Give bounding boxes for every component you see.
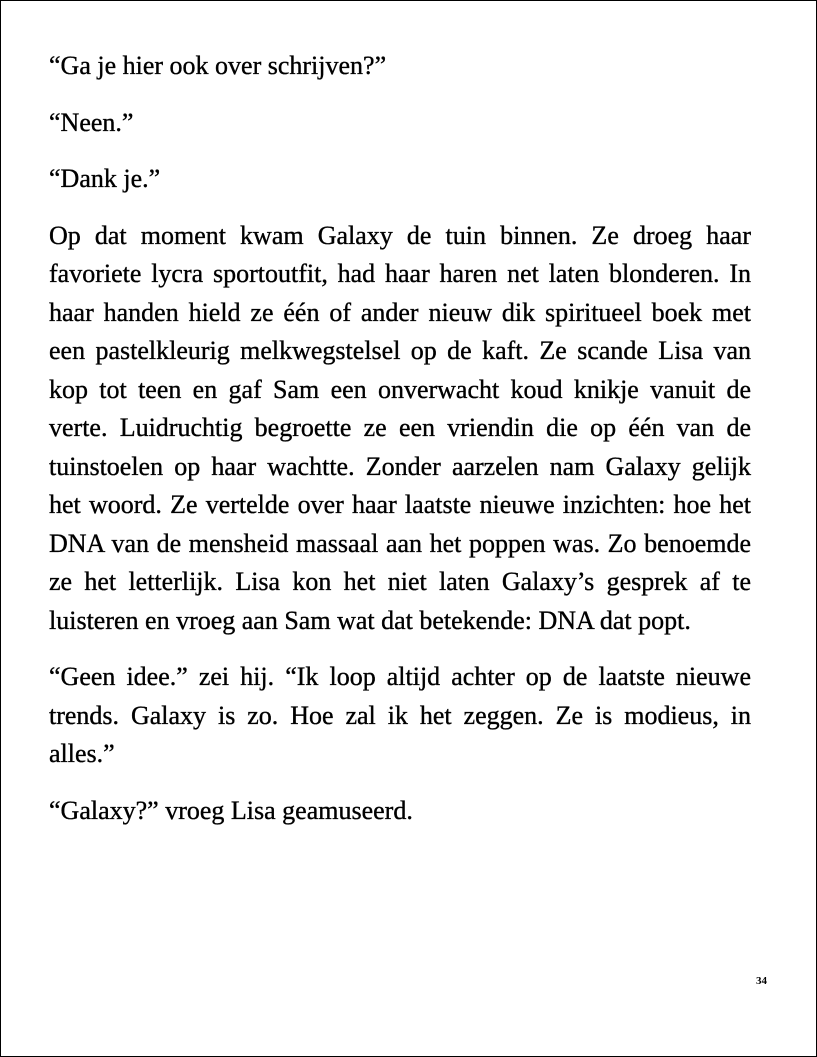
page-number: 34 <box>756 975 767 987</box>
paragraph-2: “Neen.” <box>49 107 134 137</box>
paragraph-1: “Ga je hier ook over schrijven?” <box>49 51 387 80</box>
paragraph-4: Op dat moment kwam Galaxy de tuin binnen. Ze droeg haar favoriete lycra sportoutfit, had haar haren net laten blonderen. In haar handen hield ze één of ander nieuw dik spiritueel boek met een pastelkleurig melkwegstelsel op de kaft. Ze scande Lisa van kop tot teen en gaf Sam een onverwacht koud knikje vanuit de verte. Luidruchtig begroette ze een vriendin die op één van de tuinstoelen op haar wachtte. Zonder aarzelen nam Galaxy gelijk het woord. Ze vertelde over haar laatste nieuwe inzichten: hoe het DNA van de mensheid massaal aan het poppen was. Zo benoemde ze het letterlijk. Lisa kon het niet laten Galaxy’s gesprek af te luisteren en vroeg aan Sam wat dat betekende: DNA dat popt. <box>49 220 751 635</box>
paragraph-3: “Dank je.” <box>49 164 161 193</box>
paragraph-6: “Galaxy?” vroeg Lisa geamuseerd. <box>49 795 413 825</box>
page-body-text <box>49 47 751 848</box>
paragraph-5: “Geen idee.” zei hij. “Ik loop altijd achter op de laatste nieuwe trends. Galaxy is zo. Hoe zal ik het zeggen. Ze is modieus, in alles.” <box>49 662 751 768</box>
